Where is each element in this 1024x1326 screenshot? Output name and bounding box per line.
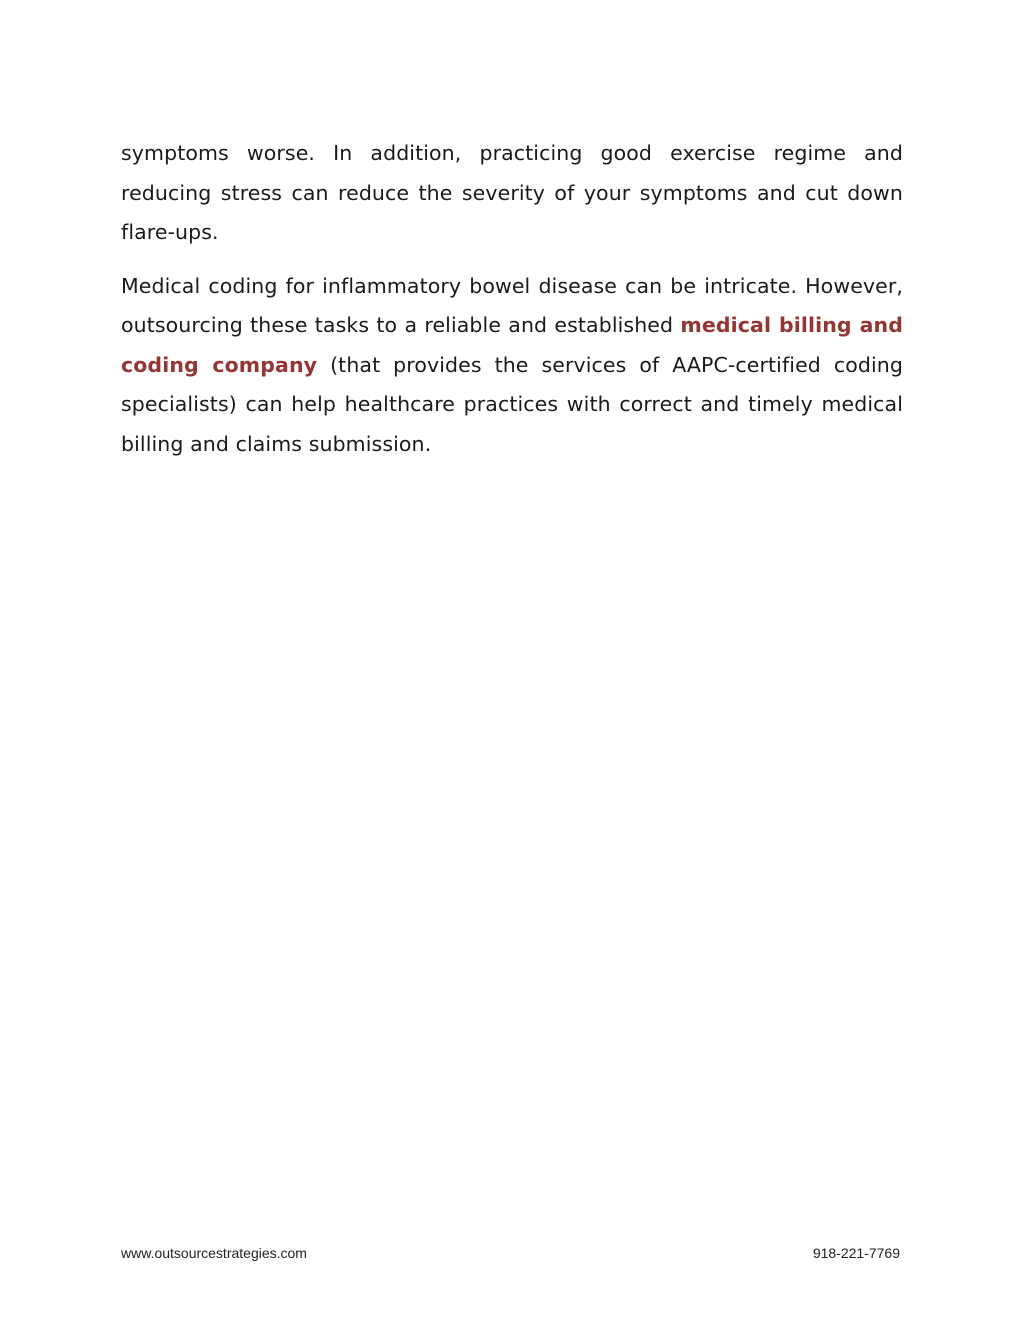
document-body xyxy=(121,134,903,478)
paragraph-medical-coding xyxy=(121,267,903,465)
footer-website: www.outsourcestrategies.com xyxy=(121,1245,307,1261)
medical-billing-coding-link[interactable]: medical billing and coding company xyxy=(121,313,903,377)
paragraph-text-start: Medical coding for inflammatory bowel disease can be intricate. However, outsourcing these tasks to a reliable and established xyxy=(121,273,903,337)
page-footer xyxy=(121,1245,900,1265)
paragraph-text-end: (that provides the services of AAPC-certified coding specialists) can help healthcare practices with correct and timely medical billing and claims submission. xyxy=(121,352,903,456)
footer-phone: 918-221-7769 xyxy=(812,1245,900,1261)
paragraph-exercise-stress: symptoms worse. In addition, practicing good exercise regime and reducing stress can reduce the severity of your symptoms and cut down flare-ups. xyxy=(121,141,903,244)
